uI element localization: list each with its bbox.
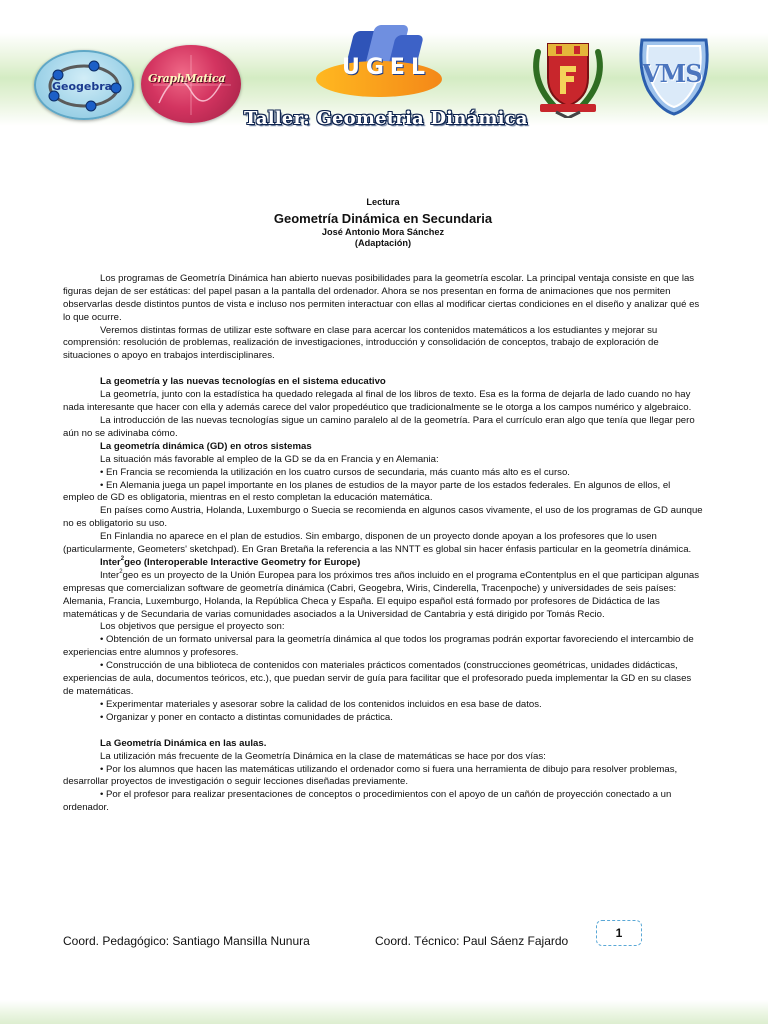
graphmatica-logo bbox=[141, 45, 241, 123]
paragraph: En países como Austria, Holanda, Luxemburgo o Suecia se recomienda en algunos casos vivamente, el uso de los programas de GD aunque no es obligatorio su uso. bbox=[63, 505, 703, 530]
bullet-item: • Construcción de una biblioteca de contenidos con materiales prácticos comentados (construcciones geométricas, unidades didácticas, experiencias de aula, documentos teóricos, etc.), que puedan servir de guía para facilitar que el profesorado pueda implementar la GD en su clases de matemáticas. bbox=[63, 660, 692, 697]
banner-title: Taller: Geometria Dinámica bbox=[244, 108, 528, 129]
article-kicker: Lectura bbox=[366, 197, 400, 207]
heading-text: Inter bbox=[100, 556, 121, 568]
page-number: 1 bbox=[596, 920, 642, 946]
ugel-logo bbox=[312, 25, 444, 97]
superscript: 2 bbox=[119, 568, 123, 575]
coord-pedagogico: Coord. Pedagógico: Santiago Mansilla Nunura bbox=[63, 934, 310, 948]
page-footer bbox=[63, 926, 723, 958]
article-title: Geometría Dinámica en Secundaria bbox=[273, 210, 493, 226]
bullet-item: • Obtención de un formato universal para la geometría dinámica al que todos los programas podrán exportar favoreciendo el intercambio de experiencias entre alumnos y profesores. bbox=[63, 634, 694, 659]
article-author: José Antonio Mora Sánchez bbox=[321, 226, 445, 237]
bullet-item: • Por el profesor para realizar presentaciones de conceptos o procedimientos con el apoyo de un cañón de proyección conectado a un ordenador. bbox=[63, 789, 672, 814]
paragraph: La geometría, junto con la estadística ha quedado relegada al final de los libros de texto. Esa es la forma de dejarla de lado cuando no hay nada interesante que hacer con ella y además carece del valor propedéutico que tradicionalmente se le otorga a los campos numérico y algebraico. bbox=[63, 389, 692, 414]
vms-logo bbox=[628, 34, 720, 116]
graphmatica-logo-text: GraphMatica bbox=[148, 72, 226, 85]
coord-tecnico: Coord. Técnico: Paul Sáenz Fajardo bbox=[375, 934, 569, 948]
article-note: (Adaptación) bbox=[354, 238, 412, 249]
article bbox=[63, 196, 703, 815]
section-heading: La geometría y las nuevas tecnologías en el sistema educativo bbox=[100, 376, 386, 388]
section-heading: La geometría dinámica (GD) en otros sistemas bbox=[100, 440, 312, 452]
paragraph: La introducción de las nuevas tecnologías sigue un camino paralelo al de la geometría. Para el currículo eran algo que tenía que llegar pero aún no se adivinaba cómo. bbox=[63, 414, 695, 439]
paragraph bbox=[63, 570, 703, 622]
bullet-item: • En Francia se recomienda la utilización en los cuatro cursos de secundaria, más cuanto más alto es el curso. bbox=[100, 466, 570, 478]
geogebra-logo bbox=[34, 50, 134, 120]
ugel-logo-text: UGEL bbox=[342, 55, 431, 80]
paragraph: Veremos distintas formas de utilizar este software en clase para acercar los contenidos matemáticos a los estudiantes y mejorar su comprensión: resolución de problemas, realización de investigaciones, introducción y consolidación de conceptos, trabajo de exploración de situaciones o apoyo en trabajos interdisciplinares. bbox=[63, 324, 659, 362]
vms-logo-text: VMS bbox=[642, 59, 702, 88]
bullet-item: • Por los alumnos que hacen las matemáticas utilizando el ordenador como si fuera una herramienta de dibujo para resolver problemas, desarrollar proyectos de investigación o seguir lecciones diseñadas previamente. bbox=[63, 763, 678, 788]
paragraph: Los objetivos que persigue el proyecto son: bbox=[100, 621, 285, 633]
paragraph: En Finlandia no aparece en el plan de estudios. Sin embargo, disponen de un proyecto donde apoyan a los profesores que lo usen (particularmente, Geometers' sketchpad). En Gran Bretaña la referencia a las NNTT es global sin hacer énfasis particular en la geometría dinámica. bbox=[63, 531, 692, 556]
paragraph-text: geo es un proyecto de la Unión Europea para los próximos tres años incluido en el programa eContentplus en el que participan algunas empresas que comercializan software de geometría dinámica (Cabri, Geogebra, Wiris, Cinderella, Tracenpoche) y universidades de seis países: Alemania, Francia, Luxemburgo, Holanda, la República Checa y España. El equipo español está formado por profesores de Didáctica de las matemáticas y de Secundaria de varias comunidades asociados a la Universidad de Cantabria y está dirigido por Tomás Recio. bbox=[63, 569, 700, 620]
paragraph: La situación más favorable al empleo de la GD se da en Francia y en Alemania: bbox=[100, 453, 439, 465]
section-heading: La Geometría Dinámica en las aulas. bbox=[100, 737, 267, 749]
bullet-item: • Experimentar materiales y asesorar sobre la calidad de los contenidos incluidos en esa base de datos. bbox=[100, 698, 542, 710]
school-emblem-logo bbox=[526, 32, 610, 118]
section-heading bbox=[63, 557, 703, 570]
bullet-item: • Organizar y poner en contacto a distintas comunidades de práctica. bbox=[100, 711, 393, 723]
paragraph: La utilización más frecuente de la Geometría Dinámica en la clase de matemáticas se hace por dos vías: bbox=[100, 750, 546, 762]
footer-band bbox=[0, 1000, 768, 1024]
geogebra-logo-text: Geogebra bbox=[52, 80, 113, 93]
paragraph-text: Inter bbox=[100, 569, 120, 581]
heading-text: geo (Interoperable Interactive Geometry for Europe) bbox=[124, 556, 361, 568]
superscript: 2 bbox=[120, 555, 125, 562]
laurel-shield-icon bbox=[526, 32, 610, 118]
bullet-item: • En Alemania juega un papel importante en los planes de estudios de la mayor parte de los estados federales. En algunos de ellos, el empleo de GD es obligatoria, mientras en el resto completan la educación matemática. bbox=[63, 479, 671, 504]
paragraph: Los programas de Geometría Dinámica han abierto nuevas posibilidades para la geometría escolar. La principal ventaja consiste en que las figuras dejan de ser estáticas: del papel pasan a la pantalla del ordenador. Ahora se nos presentan en forma de animaciones que nos permiten observarlas desde distintos puntos de vista e incluso nos permiten interactuar con ellas al modificar ciertas condiciones en el diseño y analizar qué es lo que ocurre. bbox=[63, 272, 700, 323]
header-banner bbox=[0, 0, 768, 150]
